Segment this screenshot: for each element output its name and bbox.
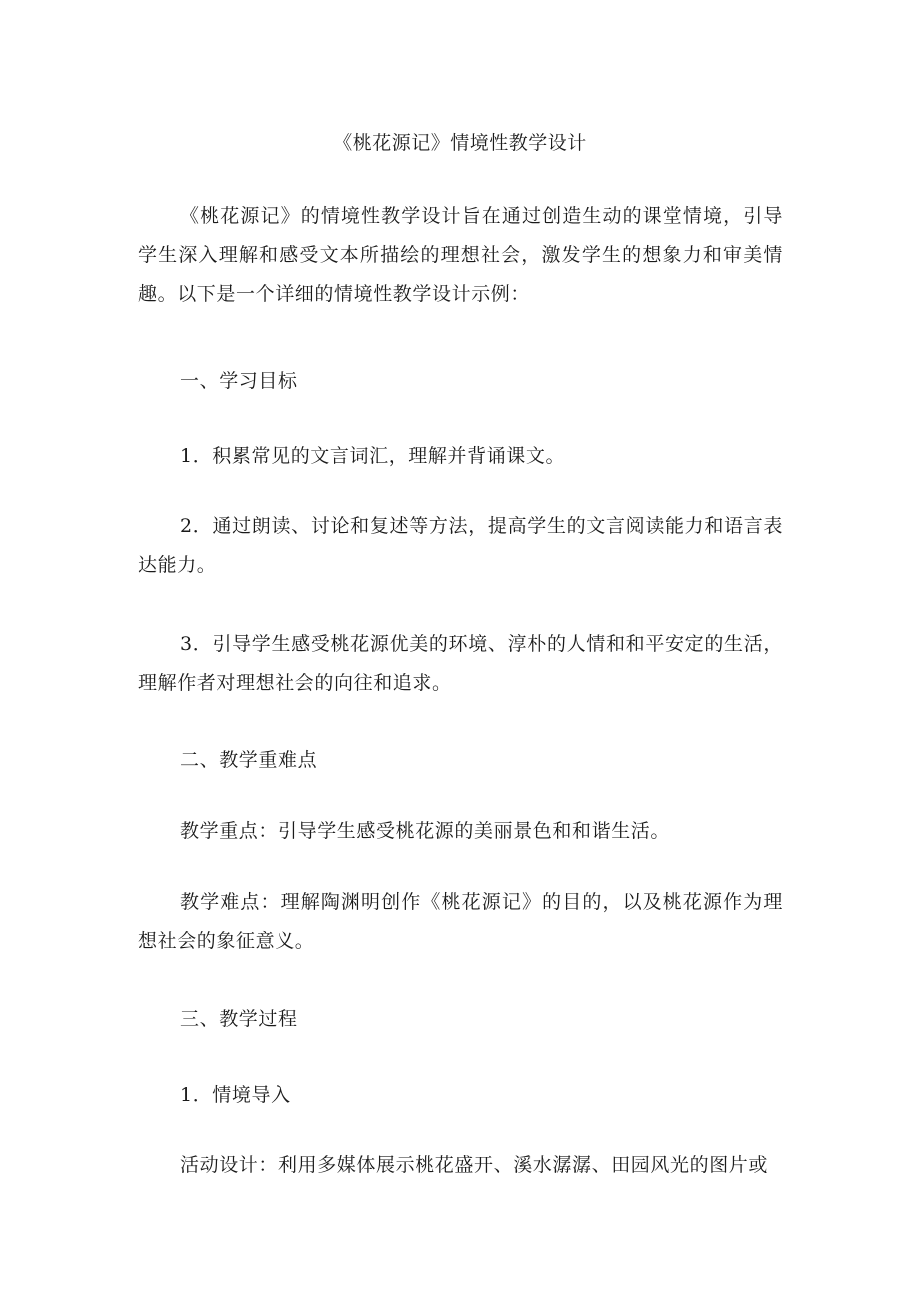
goal-item-2: 2．通过朗读、讨论和复述等方法，提高学生的文言阅读能力和语言表达能力。 [138,515,783,576]
difficult-point-text: 教学难点：理解陶渊明创作《桃花源记》的目的，以及桃花源作为理想社会的象征意义。 [138,891,783,952]
step-heading-1: 1．情境导入 [180,1084,291,1106]
intro-paragraph: 《桃花源记》的情境性教学设计旨在通过创造生动的课堂情境，引导学生深入理解和感受文本所描绘的理想社会，激发学生的想象力和审美情趣。以下是一个详细的情境性教学设计示例： [138,205,783,305]
activity-design-text: 活动设计：利用多媒体展示桃花盛开、溪水潺潺、田园风光的图片或 [180,1154,769,1176]
document-title: 《桃花源记》情境性教学设计 [333,132,587,154]
section-heading-teaching-process: 三、教学过程 [180,1008,298,1030]
goal-item-3: 3．引导学生感受桃花源优美的环境、淳朴的人情和和平安定的生活，理解作者对理想社会的向往和追求。 [138,633,783,694]
goal-item-1: 1．积累常见的文言词汇，理解并背诵课文。 [180,445,566,467]
section-heading-learning-goals: 一、学习目标 [180,370,298,392]
section-heading-key-points: 二、教学重难点 [180,749,318,771]
key-point-text: 教学重点：引导学生感受桃花源的美丽景色和和谐生活。 [180,820,671,842]
